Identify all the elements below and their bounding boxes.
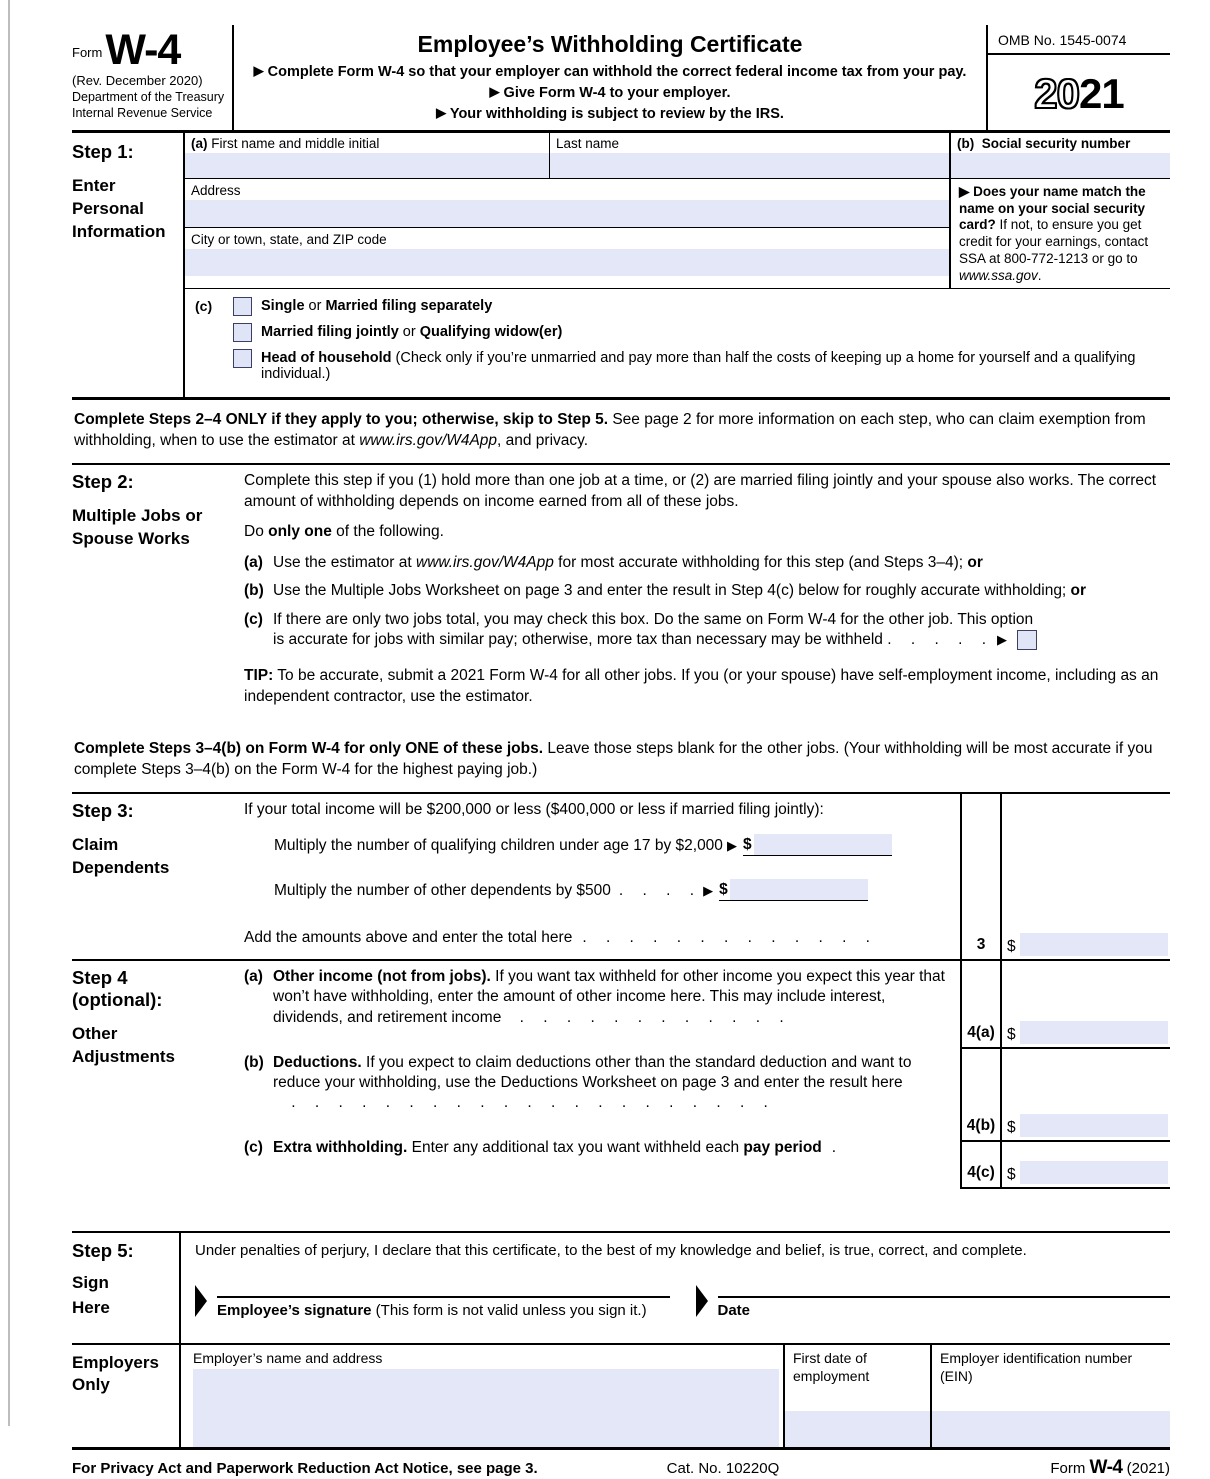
step2-c-line1: If there are only two jobs total, you may check this box. Do the same on Form W-4 for the other job. This option xyxy=(273,610,1034,628)
step1-fields xyxy=(185,133,949,288)
single-checkbox[interactable] xyxy=(233,297,252,316)
signature-row xyxy=(195,1285,1170,1319)
filing-status-row-head-of-household xyxy=(233,349,1170,382)
form-instruction-2 xyxy=(244,83,976,104)
first-date-input[interactable] xyxy=(785,1411,930,1447)
notice24-mid: See page 2 for more information on each step, who can claim exemption from withholding, when to use the estimator at xyxy=(74,411,1146,449)
step3-children-amount xyxy=(743,834,892,856)
step1-label-block xyxy=(72,133,185,397)
step2-tip xyxy=(244,666,1170,707)
step4-amount-column xyxy=(960,961,1170,1189)
first-name-label xyxy=(191,135,543,153)
city-input[interactable] xyxy=(185,249,949,276)
step4-c-bold: Extra withholding. xyxy=(273,1139,408,1157)
filing-status-label xyxy=(261,323,562,340)
step4-a-text xyxy=(273,967,952,1027)
step2-c-letter: (c) xyxy=(244,610,263,628)
notice-steps-3-4b xyxy=(72,729,1170,792)
filing-status-label xyxy=(261,349,1170,382)
catalog-number: Cat. No. 10220Q xyxy=(666,1460,780,1478)
step4-c-number: 4(c) xyxy=(960,1142,1000,1187)
step3-intro: If your total income will be $200,000 or less ($400,000 or less if married filing jointly): xyxy=(244,801,824,819)
address-input[interactable] xyxy=(185,200,949,227)
last-name-input[interactable] xyxy=(550,153,949,178)
employer-name-cell xyxy=(181,1345,783,1447)
step4-b-number: 4(b) xyxy=(960,1049,1000,1140)
ssn-note xyxy=(951,179,1170,288)
notice-steps-2-4 xyxy=(72,400,1170,465)
step2-option-a xyxy=(244,553,1170,573)
step4-b-row xyxy=(960,1049,1170,1142)
step3-sublabel: Claim Dependents xyxy=(72,835,170,878)
form-title: Employee’s Withholding Certificate xyxy=(417,31,803,57)
step4-section xyxy=(72,959,1170,1189)
step3-label-block xyxy=(72,794,244,959)
bullet-arrow-icon: ▶ xyxy=(436,105,447,121)
step4-b-text xyxy=(273,1053,952,1113)
w4-form xyxy=(72,25,1170,1479)
form-footer xyxy=(72,1450,1170,1479)
step2-b-text xyxy=(273,581,1170,601)
step4-c-body: Enter any additional tax you want withheld each xyxy=(407,1139,744,1157)
first-date-cell xyxy=(783,1345,930,1447)
footer-form-word: Form xyxy=(1050,1460,1086,1478)
filing-0-bold2: Married filing separately xyxy=(325,298,493,315)
step2-label: Step 2: xyxy=(72,471,134,493)
footer-form-number: W-4 xyxy=(1089,1457,1123,1479)
form-number: W-4 xyxy=(105,26,181,74)
filing-status-row-married-jointly xyxy=(233,323,1170,342)
step4-label2: (optional): xyxy=(72,989,163,1011)
step4-a-row xyxy=(960,961,1170,1049)
notice24-post: , and privacy. xyxy=(497,431,589,449)
filing-status-letter: (c) xyxy=(195,298,213,315)
omb-year-block xyxy=(988,25,1170,130)
tip-text: To be accurate, submit a 2021 Form W-4 for all other jobs. If you (or your spouse) have self-employment income, including as an independent contractor, use the estimator. xyxy=(244,667,1159,705)
step2-content xyxy=(244,471,1170,729)
form-department: Department of the Treasury xyxy=(72,90,225,105)
dollar-sign: $ xyxy=(742,836,752,854)
first-date-label: First date of employment xyxy=(793,1350,870,1384)
signature-caption-bold: Employee’s signature xyxy=(217,1302,372,1320)
ein-label: Employer identification number (EIN) xyxy=(940,1350,1133,1384)
employers-only-label xyxy=(72,1345,181,1447)
step4-option-b xyxy=(244,1053,952,1113)
step4-a-body: If you want tax withheld for other income you expect this year that won’t have withholding, enter the amount of other income here. This may include interest, dividends, and retirement income xyxy=(273,968,945,1026)
address-label: Address xyxy=(191,183,241,198)
step4-c-row xyxy=(960,1142,1170,1189)
step5-sublabel-2: Here xyxy=(72,1298,110,1318)
step5-label: Step 5: xyxy=(72,1240,134,1262)
step2-a-post: for most accurate withholding for this step (and Steps 3–4); xyxy=(553,553,968,571)
step1-content xyxy=(185,133,1170,397)
step3-dependents-arrow-icon: ▶ xyxy=(703,883,714,899)
step1-sublabel: Enter Personal Information xyxy=(72,176,166,241)
step2-label-block xyxy=(72,471,244,729)
signature-arrow-icon xyxy=(195,1285,207,1317)
step5-sublabel-1: Sign xyxy=(72,1273,109,1293)
step5-section xyxy=(72,1231,1170,1345)
ssa-link: www.ssa.gov xyxy=(959,267,1038,283)
step3-total-line xyxy=(244,928,952,948)
step4-a-number: 4(a) xyxy=(960,961,1000,1047)
qualifying-children-input[interactable] xyxy=(754,834,892,855)
filing-1-mid: or xyxy=(398,324,420,341)
ssn-note-mid: If not, to ensure you get credit for your earnings, contact SSA at 800-772-1213 or go to xyxy=(959,217,1149,266)
step3-dependents-text: Multiply the number of other dependents by $500 xyxy=(274,882,611,900)
step4-b-letter: (b) xyxy=(244,1053,264,1071)
step2-a-or: or xyxy=(967,553,983,571)
footer-form-year: (2021) xyxy=(1126,1460,1170,1478)
dollar-sign: $ xyxy=(1007,1119,1016,1137)
step2-c-text xyxy=(273,610,1170,651)
ssn-column xyxy=(949,133,1170,288)
tip-label: TIP: xyxy=(244,667,274,685)
notice34-rest: Leave those steps blank for the other jobs. (Your withholding will be most accurate if you complete Steps 3–4(b) on the Form W-4 for the highest paying job.) xyxy=(74,740,1153,778)
head-of-household-checkbox[interactable] xyxy=(233,349,252,368)
irs-estimator-link: www.irs.gov/W4App xyxy=(359,431,498,449)
signature-caption-rest: (This form is not valid unless you sign it.) xyxy=(371,1302,647,1320)
privacy-notice: For Privacy Act and Paperwork Reduction Act Notice, see page 3. xyxy=(72,1460,538,1478)
married-jointly-checkbox[interactable] xyxy=(233,323,252,342)
address-cell xyxy=(185,179,949,228)
signature-caption xyxy=(217,1298,670,1319)
step1-section xyxy=(72,133,1170,400)
step3-content xyxy=(244,794,960,959)
page-edge-line xyxy=(8,0,10,1426)
form-agency: Internal Revenue Service xyxy=(72,106,213,121)
filing-status-block xyxy=(185,289,1170,397)
form-header xyxy=(72,25,1170,133)
step4-option-c xyxy=(244,1138,952,1158)
dollar-sign: $ xyxy=(1007,938,1016,956)
step4-content xyxy=(244,961,960,1189)
step2-sublabel: Multiple Jobs or Spouse Works xyxy=(72,506,203,549)
step2-b-body: Use the Multiple Jobs Worksheet on page 3 and enter the result in Step 4(c) below for roughly accurate withholding; xyxy=(273,582,1071,600)
step2-p2-pre: Do xyxy=(244,523,269,541)
two-jobs-checkbox[interactable] xyxy=(1017,630,1037,650)
filing-0-bold1: Single xyxy=(261,298,305,315)
tax-year-solid: 21 xyxy=(1079,69,1124,117)
other-dependents-input[interactable] xyxy=(730,879,868,900)
step2-c-arrow-icon: ▶ xyxy=(997,631,1008,647)
signature-area xyxy=(217,1292,670,1319)
form-instruction-3-text: Your withholding is subject to review by the IRS. xyxy=(449,106,784,123)
step4-sublabel: Other Adjustments xyxy=(72,1024,175,1067)
step5-label-block xyxy=(72,1233,181,1343)
step3-children-arrow-icon: ▶ xyxy=(726,838,737,854)
first-name-input[interactable] xyxy=(185,153,549,178)
ein-cell xyxy=(930,1345,1170,1447)
ssn-letter: (b) xyxy=(957,136,975,151)
step2-b-letter: (b) xyxy=(244,582,264,600)
notice24-bold: Complete Steps 2–4 ONLY if they apply to you; otherwise, skip to Step 5. xyxy=(74,411,609,429)
step3-children-line xyxy=(274,834,952,856)
filing-2-bold1: Head of household xyxy=(261,350,392,367)
note-arrow-icon: ▶ xyxy=(959,184,974,199)
step2-p2-post: of the following. xyxy=(331,523,444,541)
step4-b-dots: . . . . . . . . . . . . . . . . . . . . . xyxy=(273,1093,769,1111)
step2-option-b xyxy=(244,581,1170,601)
step4-c-letter: (c) xyxy=(244,1139,263,1157)
step4-label: Step 4 xyxy=(72,967,128,989)
step3-total-dots: . . . . . . . . . . . . . xyxy=(582,929,871,947)
tax-year xyxy=(988,55,1170,130)
extra-withholding-input[interactable] xyxy=(1020,1161,1168,1184)
step2-a-text xyxy=(273,553,1170,573)
form-id-block xyxy=(72,25,232,130)
last-name-label: Last name xyxy=(556,136,620,151)
step3-dependents-amount xyxy=(719,879,868,901)
step4-c-text xyxy=(273,1138,952,1158)
step2-a-letter: (a) xyxy=(244,553,263,571)
step2-section xyxy=(72,465,1170,729)
step3-children-text: Multiply the number of qualifying children under age 17 by $2,000 xyxy=(274,837,723,855)
step4-b-bold: Deductions. xyxy=(273,1053,362,1071)
last-name-cell xyxy=(549,133,949,178)
first-name-cell xyxy=(185,133,549,178)
ssn-cell xyxy=(951,133,1170,179)
ein-input[interactable] xyxy=(932,1411,1170,1447)
omb-number: OMB No. 1545-0074 xyxy=(988,25,1170,55)
step3-label: Step 3: xyxy=(72,800,134,822)
date-caption: Date xyxy=(717,1302,751,1320)
city-label: City or town, state, and ZIP code xyxy=(191,232,387,247)
step3-amount-cell xyxy=(1000,794,1170,959)
step2-option-c xyxy=(244,610,1170,651)
bullet-arrow-icon: ▶ xyxy=(253,63,264,78)
step4-c-amount-cell xyxy=(1000,1142,1170,1187)
step2-a-pre: Use the estimator at xyxy=(273,553,417,571)
form-instruction-1 xyxy=(244,62,976,83)
form-word: Form xyxy=(72,45,103,61)
employers-label-line2: Only xyxy=(72,1375,110,1395)
bullet-arrow-icon: ▶ xyxy=(489,84,500,100)
other-income-input[interactable] xyxy=(1020,1021,1168,1044)
filing-1-bold1: Married filing jointly xyxy=(261,324,399,341)
step2-paragraph-2 xyxy=(244,522,1170,542)
ssn-note-end: . xyxy=(1037,267,1042,283)
spacer xyxy=(72,1189,1170,1231)
employers-only-section xyxy=(72,1345,1170,1450)
filing-0-mid: or xyxy=(304,298,326,315)
step3-dependents-dots: . . . . xyxy=(618,882,696,900)
step3-section xyxy=(72,792,1170,959)
step4-b-amount-cell xyxy=(1000,1049,1170,1140)
step3-total-input[interactable] xyxy=(1020,933,1168,956)
filing-1-bold2: Qualifying widow(er) xyxy=(419,324,563,341)
first-name-label-text: First name and middle initial xyxy=(211,136,380,151)
first-name-letter: (a) xyxy=(191,136,208,151)
step4-a-bold: Other income (not from jobs). xyxy=(273,968,491,986)
employers-label-line1: Employers xyxy=(72,1353,159,1373)
step2-c-line2: is accurate for jobs with similar pay; otherwise, more tax than necessary may be withheld xyxy=(273,631,883,649)
step1-label: Step 1: xyxy=(72,141,134,162)
step4-b-body: If you expect to claim deductions other than the standard deduction and want to reduce your withholding, use the Deductions Worksheet on page 3 and enter the result here xyxy=(273,1053,912,1091)
step3-line-number: 3 xyxy=(960,794,1000,959)
step4-c-bold2: pay period xyxy=(743,1139,822,1157)
deductions-input[interactable] xyxy=(1020,1114,1168,1137)
ssn-input[interactable] xyxy=(951,153,1170,178)
date-area xyxy=(718,1292,1171,1319)
filing-status-row-single xyxy=(233,297,1170,316)
step5-content xyxy=(181,1233,1170,1343)
form-instruction-2-text: Give Form W-4 to your employer. xyxy=(503,85,731,102)
notice34-bold: Complete Steps 3–4(b) on Form W-4 for only ONE of these jobs. xyxy=(74,740,544,758)
step2-p2-bold: only one xyxy=(268,523,332,541)
dollar-sign: $ xyxy=(719,881,728,899)
filing-2-rest: (Check only if you’re unmarried and pay more than half the costs of keeping up a home for yourself and a qualifying individual.) xyxy=(261,350,1136,383)
tax-year-outline: 20 xyxy=(1034,69,1079,117)
dollar-sign: $ xyxy=(1007,1166,1016,1184)
ssn-label-text: Social security number xyxy=(981,136,1131,151)
step4-c-dots: . xyxy=(831,1139,838,1157)
step2-b-or: or xyxy=(1070,582,1087,600)
step4-a-amount-cell xyxy=(1000,961,1170,1047)
ssn-label xyxy=(957,135,1164,153)
step2-c-dots: . . . . . xyxy=(887,631,988,649)
step3-total-text: Add the amounts above and enter the total here xyxy=(244,929,573,947)
step4-option-a xyxy=(244,967,952,1027)
employer-name-input[interactable] xyxy=(193,1369,779,1447)
dollar-sign: $ xyxy=(1007,1026,1016,1044)
irs-estimator-link: www.irs.gov/W4App xyxy=(416,553,554,571)
filing-status-label xyxy=(261,297,492,314)
form-instruction-1-text: Complete Form W-4 so that your employer can withhold the correct federal income tax from your pay. xyxy=(267,64,967,80)
date-arrow-icon xyxy=(696,1285,708,1317)
employer-name-label: Employer’s name and address xyxy=(193,1350,383,1367)
step3-dependents-line xyxy=(274,879,952,901)
form-revision: (Rev. December 2020) xyxy=(72,73,203,89)
step4-label-block xyxy=(72,961,244,1189)
step4-a-letter: (a) xyxy=(244,968,263,986)
perjury-declaration: Under penalties of perjury, I declare that this certificate, to the best of my knowledge and belief, is true, correct, and complete. xyxy=(195,1242,1027,1260)
ssn-note-bold: Does your name match the name on your social security card? xyxy=(959,184,1146,233)
footer-form-id xyxy=(1050,1457,1170,1479)
city-cell xyxy=(185,228,949,276)
form-title-block xyxy=(232,25,988,130)
step4-a-dots: . . . . . . . . . . . . xyxy=(501,1008,785,1026)
form-instruction-3 xyxy=(244,104,976,125)
step2-paragraph-1: Complete this step if you (1) hold more than one job at a time, or (2) are married filing jointly and your spouse also works. The correct amount of withholding depends on income earned from all of these jobs. xyxy=(244,472,1157,510)
